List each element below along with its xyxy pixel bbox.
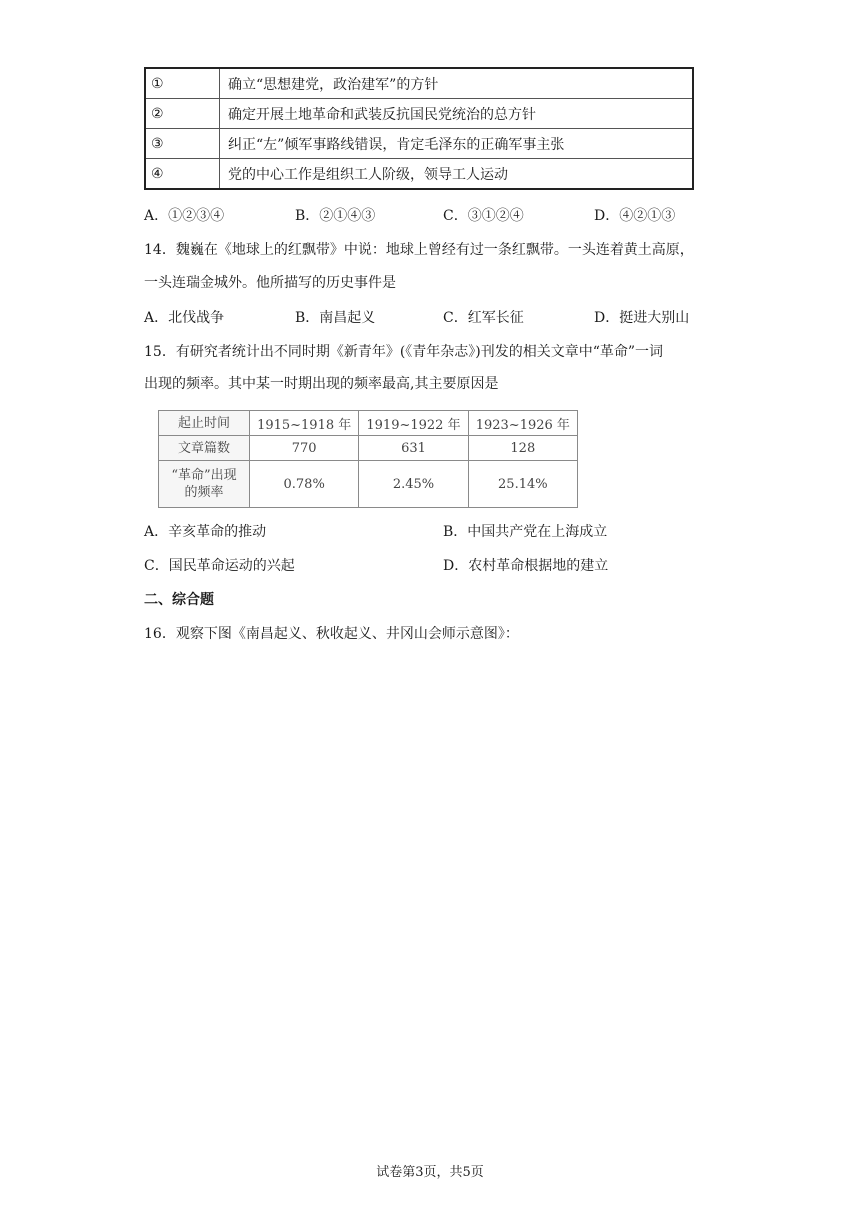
table-row <box>145 129 693 159</box>
q13-option-d: D．④②①③ <box>594 208 676 224</box>
q15-stem-line2: 出现的频率。其中某一时期出现的频率最高,其主要原因是 <box>144 376 499 392</box>
q14-option-c: C．红军长征 <box>443 310 524 326</box>
q15-stem-line1: 15．有研究者统计出不同时期《新青年》(《青年杂志》)刊发的相关文章中“革命”一词 <box>144 344 664 360</box>
q14-option-a: A．北伐战争 <box>144 310 225 326</box>
table-row-label-line1: “革命”出现 <box>171 468 237 483</box>
table-header-cell: 1915~1918 年 <box>250 411 359 436</box>
q14-stem-line2: 一头连瑞金城外。他所描写的历史事件是 <box>144 275 396 291</box>
row-number: ① <box>145 68 220 99</box>
table-row-label: 文章篇数 <box>159 436 250 461</box>
q14-stem-line1: 14．魏巍在《地球上的红飘带》中说：地球上曾经有过一条红飘带。一头连着黄土高原， <box>144 242 694 258</box>
row-text: 确定开展土地革命和武装反抗国民党统治的总方针 <box>220 99 694 129</box>
table-header-cell: 1923~1926 年 <box>468 411 577 436</box>
table-header-cell: 1919~1922 年 <box>359 411 468 436</box>
q15-option-a: A．辛亥革命的推动 <box>144 524 267 540</box>
q15-option-c: C．国民革命运动的兴起 <box>144 558 295 574</box>
q14-option-b: B．南昌起义 <box>295 310 376 326</box>
q16-stem: 16．观察下图《南昌起义、秋收起义、井冈山会师示意图》： <box>144 626 519 642</box>
table-cell: 128 <box>468 436 577 461</box>
page-footer: 试卷第3页，共5页 <box>376 1165 484 1180</box>
table-cell: 2.45% <box>359 461 468 508</box>
q13-option-a: A．①②③④ <box>144 208 225 224</box>
section-title: 二、综合题 <box>144 592 214 608</box>
table-row <box>145 99 693 129</box>
event-table <box>144 67 694 190</box>
table-row <box>159 461 578 508</box>
table-cell: 631 <box>359 436 468 461</box>
frequency-table <box>158 410 578 508</box>
q13-option-b: B．②①④③ <box>295 208 376 224</box>
row-text: 党的中心工作是组织工人阶级，领导工人运动 <box>220 159 694 190</box>
row-text: 纠正“左”倾军事路线错误，肯定毛泽东的正确军事主张 <box>220 129 694 159</box>
row-number: ③ <box>145 129 220 159</box>
row-number: ④ <box>145 159 220 190</box>
q15-option-d: D．农村革命根据地的建立 <box>443 558 609 574</box>
table-row-label-line2: 的频率 <box>184 485 224 500</box>
table-cell: 770 <box>250 436 359 461</box>
table-row-label <box>159 461 250 508</box>
table-cell: 0.78% <box>250 461 359 508</box>
row-text: 确立“思想建党，政治建军”的方针 <box>220 68 694 99</box>
table-row <box>159 436 578 461</box>
table-row <box>145 159 693 190</box>
q15-option-b: B．中国共产党在上海成立 <box>443 524 608 540</box>
table-row <box>145 68 693 99</box>
table-header-cell: 起止时间 <box>159 411 250 436</box>
table-row <box>159 411 578 436</box>
q13-option-c: C．③①②④ <box>443 208 524 224</box>
row-number: ② <box>145 99 220 129</box>
table-cell: 25.14% <box>468 461 577 508</box>
q14-option-d: D．挺进大别山 <box>594 310 690 326</box>
